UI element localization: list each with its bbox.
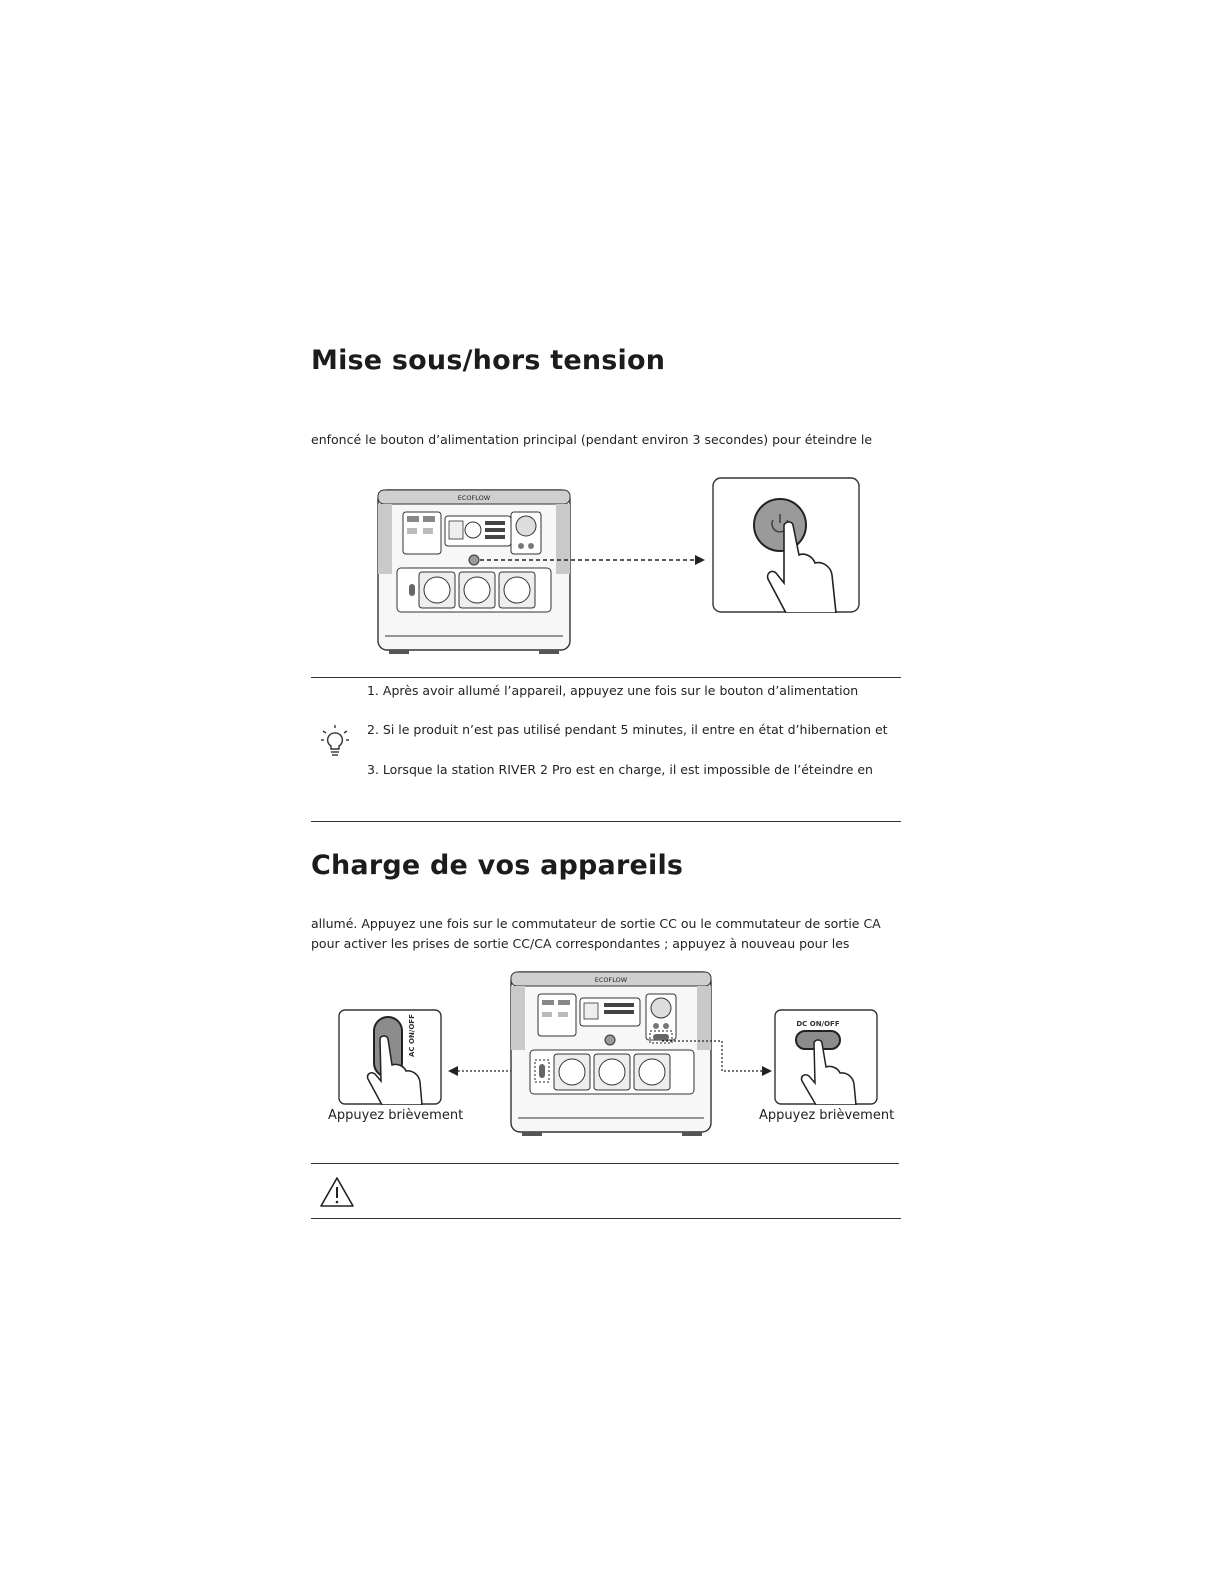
tip-item: 3. Lorsque la station RIVER 2 Pro est en charge, il est impossible de l’éteindre en	[367, 762, 873, 777]
section2-paragraph-line: pour activer les prises de sortie CC/CA correspondantes ; appuyez à nouveau pour les	[311, 936, 850, 951]
section2-title: Charge de vos appareils	[311, 850, 684, 881]
device-brand-label: ECOFLOW	[594, 976, 628, 984]
dc-switch-label: DC ON/OFF	[796, 1020, 840, 1028]
divider	[311, 1218, 901, 1219]
dashed-arrow	[480, 553, 708, 567]
divider	[311, 1163, 899, 1164]
section1-title: Mise sous/hors tension	[311, 345, 666, 376]
ac-switch-label: AC ON/OFF	[408, 1014, 416, 1057]
right-caption: Appuyez brièvement	[759, 1108, 895, 1123]
divider	[311, 821, 901, 822]
tip-item: 1. Après avoir allumé l’appareil, appuyez une fois sur le bouton d’alimentation	[367, 683, 859, 698]
ac-switch-press-illustration	[338, 1009, 442, 1105]
power-button-press-illustration	[712, 477, 860, 613]
section1-paragraph: enfoncé le bouton d’alimentation principal (pendant environ 3 secondes) pour éteindre le	[311, 432, 873, 447]
left-caption: Appuyez brièvement	[328, 1108, 464, 1123]
divider	[311, 677, 901, 678]
tip-item: 2. Si le produit n’est pas utilisé pendant 5 minutes, il entre en état d’hibernation et	[367, 722, 888, 737]
dotted-arrow-right	[660, 1036, 774, 1078]
dc-switch-press-illustration	[774, 1009, 878, 1105]
lightbulb-icon	[318, 723, 352, 757]
device-brand-label: ECOFLOW	[457, 494, 491, 502]
section2-paragraph-line: allumé. Appuyez une fois sur le commutateur de sortie CC ou le commutateur de sortie CA	[311, 916, 881, 931]
power-station-illustration	[375, 486, 573, 658]
warning-icon	[319, 1176, 355, 1208]
